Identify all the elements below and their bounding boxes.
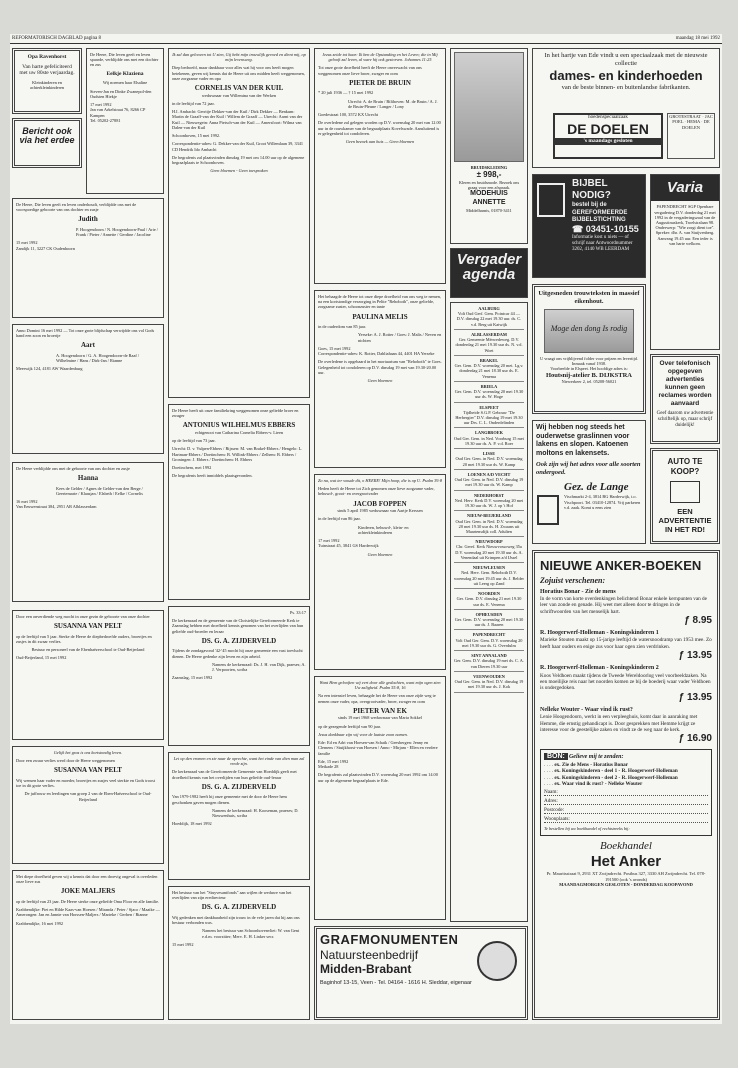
zuid2-date: Hoeddijk, 18 mei 1992: [172, 821, 212, 827]
bon-line[interactable]: . . . . ex. Koningskinderen - deel 2 - R. Hoogerwerf-Holleman: [544, 774, 678, 781]
bon-footer: Te bestellen bij uw boekhandel of rechtstreeks bij:: [544, 826, 630, 832]
zuid1-date: Zaamslag, 15 mei 1992: [172, 675, 213, 681]
eelkje-name: Eelkje Klaziena: [106, 70, 144, 77]
agenda-title: Vergader agenda: [456, 251, 522, 283]
agenda-item: [454, 610, 524, 631]
lange-logo-icon: [537, 495, 559, 525]
joke-name: JOKE MALJERS: [60, 887, 116, 896]
auto-answer: EEN ADVERTENTIE IN HET RD!: [658, 506, 712, 534]
bijbel-logo-icon: [537, 183, 565, 217]
susanna2-intro: Door een zwaar verlies werd door de Heere weggenomen: [16, 758, 115, 764]
agenda-place: PAPENDRECHT: [472, 632, 506, 638]
melis-age: in de ouderdom van 85 jaar.: [318, 324, 366, 330]
vanek-intro: Na een intensief leven, behaagde het de Heere van onze zijde weg te nemen onze vader, opa, overgrootvader, broer, zwager en oom: [318, 693, 436, 704]
ad-bijbel-nodig: [532, 174, 646, 278]
melis-date: Goes, 15 mei 1992: [318, 345, 351, 351]
agenda-item: [454, 651, 524, 672]
agenda-text: Oud Ger. Gem. in Ned. Voorburg 15 mei 19.30 uur ds. A. P. v.d. Roer: [454, 435, 524, 446]
ad-gez-de-lange: [532, 420, 646, 544]
bruin-name: PIETER DE BRUIN: [349, 78, 411, 87]
zuid2-name: DS. G. A. ZIJDERVELD: [201, 782, 277, 791]
ad-grafmonumenten: [314, 926, 528, 1020]
melis-intro: Het behaagde de Heere tot onze diepe droefheid van ons weg te nemen, na een kortstondige verzorging in Pelite "Rehoboth", onze geliefde, zorgzame zuster, schoonzuster en tante: [318, 294, 442, 310]
page-header: [10, 34, 722, 44]
melis-corr: Correspondentie-adres: K. Rotter, Dahliahaan 44, 4401 HA Yerseke: [318, 351, 435, 357]
paper-name: REFORMATORISCH DAGBLAD pagina 8: [12, 36, 101, 41]
doelen-sub: van de beste binnen- en buitenlandse fabrikanten.: [561, 83, 691, 91]
agenda-place: ALBLASSERDAM: [471, 331, 507, 337]
zuid3-intro: Het bestuur van het "Stuyvesantfonds" aan wijlen de weduwe van het overlijden van zijn eredirecteur: [172, 890, 292, 901]
trouw-addr: Niewerkeer 2, tel. 05208-56021: [561, 379, 617, 385]
varia-body: PAPENDRECHT SGP Openbare vergadering D.V. donderdag 21 mei 1992 in de vergaderingszaal van de Augustinuskerk, Troelstralaan 98. Onderwerp: "Wie zorgt dient toe". Spreker: dhr. A. van Stuijvenberg. Aanvang 19.45 uur. Een ieder is van harte welkom.: [654, 204, 716, 246]
vanek-age: op de gezegende leeftijd van 90 jaar.: [318, 723, 381, 729]
agenda-place: OPHEUSDEN: [475, 611, 503, 617]
tel-body: Geef daarom uw advertentie schriftelijk op, maar schrijf duidelijk!: [656, 410, 714, 428]
anker-zojuist: Zojuist verschenen:: [540, 575, 606, 585]
bon-field[interactable]: Adres:: [544, 798, 708, 805]
bride-sub: Kleren en bruidsmode. Bezoek ons graag voor een afspraak.: [458, 179, 520, 191]
bon-fields: [544, 789, 708, 823]
eelkje-parents: Steven-Jan en Dinke Zwanepol-den Oudsten Hiekje: [90, 88, 152, 99]
susanna2-name: SUSANNA VAN PELT: [54, 766, 122, 775]
hanna-parents: Kees de Gelder / Agnes de Gelder-van den Berge / Geertemarie / Klaasjan / Elsbeth / Eelke / Cornelis: [56, 485, 143, 496]
agenda-place: NEDERHORST: [473, 492, 505, 498]
bon-line-text: ex. Koningskinderen - deel 1 - R. Hoogerwerf-Holleman: [554, 768, 678, 775]
aart-addr: Meerwijk 124, 4181 AW Waardenburg: [16, 366, 83, 372]
melis-name: PAULINA MELIS: [352, 312, 408, 321]
bruin-body: De overledene zal gelegen worden op D.V. woensdag 20 mei van 12.00 uur in de rouwkamer van de begraafplaats Kovelswade. Aansluitend is er gelegenheid tot condoleren.: [318, 120, 441, 136]
kuil-quote: Ik zal dan gelooven tot U zien, Gij hebt mijn trouwlijk gevoed en dient mij, op mijn levensweg.: [172, 52, 306, 63]
notice-aart: [12, 324, 164, 454]
bruin-flowers: Geen bezoek aan huis — Geen bloemen: [345, 139, 415, 145]
bride-price: ± 998,-: [476, 170, 502, 180]
agenda-item: [454, 330, 524, 356]
book-item: [540, 630, 712, 662]
kuil-sub: weduwnaar van Willemina van der Werken: [201, 92, 277, 98]
graf-addr: Baginhof 13-15, Veen - Tel. 04164 - 1616 H. Sleddar, eigenaar: [320, 980, 472, 987]
notice-ebbers: [168, 404, 310, 600]
agenda-place: LANGBROEK: [475, 430, 503, 436]
judith-addr: Zandijk 11, 3227 CK Oudenhoorn: [16, 245, 75, 251]
zuid1-body: Tijdens de zondagavond '42-'45 mocht hij onze gemeente een vast toevlucht dienen. De Heere gedenke zijn leven en zijn arbeid.: [172, 648, 303, 659]
bon-line[interactable]: . . . . ex. Koningskinderen - deel 1 - R. Hoogerwerf-Holleman: [544, 768, 678, 775]
vanek-addr: Meikade 28: [318, 764, 339, 770]
susanna1-sign: Bestuur en personeel van de Ebenhaëzerschool te Oud-Beijerland: [31, 647, 145, 653]
foppen-flowers: Geen bloemen: [367, 551, 393, 557]
notice-joke-maljers: [12, 870, 164, 1020]
kuil-age: in de leeftijd van 72 jaar.: [172, 100, 215, 106]
agenda-place: NIEUWDORP: [475, 539, 503, 545]
agenda-text: Oud Ger. Gem. in Ned. D.V. woensdag 20 mei 19.30 uur ds. W. Kamp: [455, 456, 523, 467]
vanek-quote: Want Hem gelooften wij eert door alle gedachten, want mijn ogen zien Uw zaligheid. Psalm 55:8, 16: [319, 680, 441, 691]
agenda-text: Oud Ger. Gem. in Ned. D.V. dinsdag 19 mei 19.30 uur ds. W. Kamp: [454, 477, 524, 488]
bruin-intro: Tot onze grote droefheid heeft de Heere onverwacht van ons weggenomen onze lieve broer, zwager en oom: [318, 65, 422, 76]
book-desc: Marieke Stouten maakt op 15-jarige leeftijd de watersnoodramp van 1953 mee. Zo heeft haar ouders en enige zus voor haar ogen zien verdrinken.: [540, 637, 712, 650]
doelen-map: GROTESTRAAT · JAC POEL · HEMA · DE DOELEN: [667, 113, 715, 159]
ebbers-family: Utrecht: D. v. Vulpen-Ebbers / Rijssen: M. van Brakel-Ebbers / Hengelo: L. Hartman-Ebbers / Doetinchem: B. Willink-Ebbers / Zelhem: B. Ebbers / Groningen: J. Ebbers / Doetinchem: H. Ebbers: [172, 446, 303, 462]
notice-jacob-foppen: [314, 474, 446, 670]
agenda-item: [454, 403, 524, 429]
anker-logo: [540, 840, 712, 888]
book-title: R. Hoogerwerf-Holleman - Koningskinderen 2: [540, 665, 659, 672]
eelkje-body: De Heere, Die leven geeft en leven spaarde, verblijdde ons met een dochter en zus: [90, 52, 159, 68]
anker-title: NIEUWE ANKER-BOEKEN: [540, 558, 702, 573]
book-desc: In de vorm van korte overdenkingen belichtend Bonar enkele kernpunten van de leer van zonde en genade. Hij weet met alleen door te dringen in de schriftwoorden van het menselijk hart.: [540, 595, 707, 615]
trouw-body: U vraagt ons vrijblijvend folder voor prijzen en levertijd. Inmaak vanaf 1938.: [540, 355, 638, 367]
vanek-date: Ede, 15 mei 1992: [318, 758, 349, 764]
vanek-family: Ede: Ed en Adri van Hoesen-van Schaik / Geesbergen: Jenny en Clemens / Stuijkhorst-van Hoesen / Anno - Mirjam - Ellen en verdere familie: [318, 740, 438, 756]
book-price: ƒ 13.95: [678, 650, 712, 662]
doelen-name: DE DOELEN: [567, 121, 649, 138]
agenda-item: [454, 356, 524, 382]
bruin-quote: Jezus zeide tot haar: Ik ben de Opstanding en het Leven; die in Mij gelooft zal leven, al ware hij ook gestorven. Johannes 11:25: [322, 52, 438, 63]
agenda-item: [454, 511, 524, 537]
agenda-place: NIEUWLEUSEN: [472, 565, 506, 571]
agenda-item: [454, 304, 524, 330]
bericht-text: Bericht ook via het erdee: [19, 126, 75, 146]
trouw-sign-photo: Moge den dong Is rodig: [544, 309, 634, 353]
zuid3-date: 15 mei 1992: [172, 941, 194, 947]
book-price: ƒ 16.90: [678, 733, 712, 745]
joke-place: Krabbendijke, 16 mei 1992: [16, 920, 64, 926]
agenda-text: Volt Oud Gerf. Gem. Pointcar 44 — D.V. dinsdag 22 mei 19.30 uur. ds. C. v.d. Berg uit Katwijk: [456, 311, 522, 327]
modehuis-addr: Middelharnis, 01870-3411: [466, 207, 512, 213]
susanna2-quote: Gelijk het gras is ons kortstondig leven.: [53, 750, 123, 755]
book-title: R. Hoogerwerf-Holleman - Koningskinderen 1: [540, 630, 659, 637]
susanna2-body: Wij wensen haar vader en moeder, broertjes en zusjes veel sterkte en Gods troost toe in dit grote verlies.: [16, 778, 156, 789]
zuid1-name: DS. G. A. ZIJDERVELD: [201, 636, 277, 645]
notice-zijderveld-3: [168, 886, 310, 1020]
agenda-item: [454, 491, 524, 512]
agenda-text: Ger. Gem. D.V. dinsdag 21 mei 19.30 uur ds. E. Venema: [456, 596, 522, 607]
agenda-item: [454, 563, 524, 589]
eelkje-addr: Jan van Arkelstraat 76, 8266 CP Kampen: [90, 107, 146, 118]
anker-addr: Pr. Mauritsstraat 9, 2931 XT Zwijndrecht. Postbus 327, 3330 AH Zwijndrecht. Tel. 078-191500 (ook 's avonds): [546, 871, 706, 882]
agenda-text: Ger. Gem. D.V. woensdag 20 mei 19.30 uur ds. J. Baaren: [454, 617, 524, 628]
melis-family: Yerseke: A. J. Rotter / Goes: J. Malis / Neven en nichten: [358, 332, 442, 343]
agenda-text: Ned. Herv. Kerk D.V. woensdag 20 mei 19.30 uur ds. W. J. op 't Hof: [454, 497, 524, 509]
bride-label: BRUIDSKLEDING: [470, 165, 508, 170]
foppen-date: 17 mei 1992: [318, 538, 340, 544]
vanek-quote2: Jezus dankbaar zijn wij voor de laatste zoon namen.: [318, 731, 408, 737]
bijbel-title: BIJBEL NODIG?: [572, 178, 611, 202]
zuid1-sign: Namens de kerkenraad: Ds. J. H. van Dijk, praeses; A. J. Verpoorten, scriba: [212, 661, 306, 673]
zuid2-quote: Let op den vromen en zie naar de oprechte, want het einde van dien man zal vrede zijn.: [173, 756, 305, 767]
agenda-item: [454, 428, 524, 449]
ebbers-intro: De Heere heeft uit onze familiekring weggenomen onze geliefde broer en zwager: [172, 408, 299, 419]
notice-paulina-melis: [314, 290, 446, 468]
agenda-place: ELSPEET: [479, 404, 499, 410]
ad-modehuis-annette: [450, 48, 528, 244]
agenda-place: SINT ANNALAND: [471, 653, 507, 659]
modehuis-name: MODEHUIS ANNETTE: [470, 190, 508, 206]
ad-bericht-erdee: [12, 118, 82, 168]
doelen-tag: 's maandags gesloten: [555, 138, 661, 145]
bon-line-text: ex. Koningskinderen - deel 2 - R. Hoogerwerf-Holleman: [554, 774, 678, 781]
notice-eelkje: [86, 48, 164, 194]
agenda-place: NIEUW-BEIJERLAND: [466, 513, 511, 519]
bijbel-body: bestel bij de GEREFORMEERDE BIJBELSTICHTING: [572, 202, 628, 223]
bon-lines: [544, 762, 708, 787]
trouw-shop-a: Voorbeelde in Elspeet. Het hoofdige adres is:: [550, 366, 628, 372]
bruin-addr: Goedestraat 100, 3572 KX Utrecht: [318, 112, 379, 118]
notice-susanna-2: [12, 746, 164, 864]
aart-intro: Anno Domini 16 mei 1992 — Tot onze grote blijdschap verwijdde ons vol Gods hand een zoon en broertje: [16, 328, 155, 339]
agenda-text: Volt Oud Ger. Gem. D.V. woensdag 20 mei 19.30 uur ds. G. Overdulm: [455, 637, 523, 648]
agenda-text: Oud Ger. Gem. in Ned. D.V. woensdag 20 mei 19.30 uur ds. H. Zwaans uit Maartensdijk coll. Adulten: [455, 518, 523, 534]
agenda-item: [454, 470, 524, 491]
vanek-funeral: De begrafenis zal plaatsvinden D.V. woensdag 20 mei 1992 om 14.00 uur op de algemene begraafplaats te Ede.: [318, 772, 438, 783]
eelkje-date: 17 mei 1992: [90, 102, 112, 108]
agenda-text: Ger. Gem. D.V. dinsdag 19 mei ds. C. A. van Dieren 19.30 uur: [454, 658, 524, 669]
bijbel-sub: Informatie kost u niets — of schrijf naar Antwoordnummer 3202, 4140 WB LEERDAM: [572, 235, 633, 253]
notice-zijderveld-2: [168, 752, 310, 880]
agenda-place: NOORDEN: [478, 591, 500, 597]
melis-flowers: Geen bloemen: [367, 378, 393, 384]
agenda-text: Oud Ger. Gem. in Ned. D.V. dinsdag 19 mei 19.30 uur ds. J. Kok: [454, 679, 524, 690]
zuid2-sign: Namens de kerkenraad: H. Kooseman, praeses; D. Nieuwenhuis, scriba: [212, 807, 299, 819]
susanna1-place: Oud-Beijerland, 15 mei 1992: [16, 655, 67, 661]
susanna1-name: SUSANNA VAN PELT: [54, 622, 122, 631]
book-desc: Lenie Hoogendoorn, werkt in een verpleeghuis, komt daar in aanraking met Hemme, die ernstig gehandicapt is. Door gesprekken met Hemme krijgt ze interesse voor de geestelijke zaken en vindt ze de weg naar de kerk.: [540, 714, 698, 733]
agenda-item: [454, 589, 524, 610]
car-icon: [670, 481, 700, 503]
agenda-place: LOENEN A/D VECHT: [467, 471, 511, 477]
doelen-logo: [553, 113, 663, 159]
lange-title: Wij hebben nog steeds het ouderwetse graslinnen voor lakens en slopen. Katoenen moltons en lakensets.: [536, 424, 630, 457]
ebbers-funeral: De begrafenis heeft inmiddels plaatsgevonden.: [172, 473, 253, 479]
bon-title: BON:: [544, 753, 568, 760]
ebbers-name: ANTONIUS WILHELMUS EBBERS: [182, 421, 296, 430]
agenda-place: AALBURG: [478, 306, 500, 311]
notice-cornelis-van-der-kuil: [168, 48, 310, 398]
varia-title: Varia: [651, 175, 719, 201]
foppen-age: in de leeftijd van 86 jaar.: [318, 516, 361, 522]
agenda-place: BRIELA: [480, 383, 498, 389]
book-item: [540, 665, 712, 704]
hanna-date: 16 mei 1992: [16, 499, 38, 505]
graf-line1: GRAFMONUMENTEN: [320, 932, 459, 947]
agenda-list: [450, 302, 528, 922]
eelkje-sign: Wij noemen haar Elsaline: [102, 80, 148, 86]
eelkje-tel: Tel. 05202-27881: [90, 117, 121, 123]
zuid1-quote: Ps. 33:17: [290, 610, 306, 615]
agenda-text: Chr. Geref. Kerk Nieuwvossoweg 35a D.V. woensdag 20 mei 19.30 uur ds. A. Venendaal uit Krimpen a/d IJssel: [455, 544, 523, 560]
foppen-sub: sinds 5 april 1985 weduwnaar van Aartje Kerssen: [337, 508, 423, 514]
foppen-family: Kinderen, behuwd-, klein- en achterkleinkinderen: [358, 524, 409, 535]
zuid1-intro: De kerkenraad en de gemeente van de Christelijke Gereformeerde Kerk te Zaamslag hebben met droefheid kennis genomen van het overlijden van hun geliefde oud-broeder en leraar: [172, 618, 304, 634]
bon-line-text: ex. Zie de Mens - Horatius Bonar: [554, 761, 629, 768]
kuil-corr: Correspondentie-adres: G. Dekker-van der Kuil, Groot Willemlaan 39, 3341 CD Hendrik Ido Ambacht: [172, 141, 304, 152]
notice-hanna: [12, 462, 164, 602]
notice-pieter-van-ek: [314, 676, 446, 920]
ravenhorst-title: Opa Ravenhorst: [27, 54, 67, 60]
agenda-text: Ger. Gemeente Mérwedeweg. D.V. donderdag 21 mei 19.30 uur ds. N. v.d. Woet: [455, 337, 523, 353]
kuil-funeral: De begrafenis zal plaatsvinden dinsdag 19 mei om 14.00 uur op de algemene begraafplaats te Schoonhoven.: [172, 154, 305, 166]
judith-intro: De Heere, Die leven geeft en leven onderhoudt, verblijdde ons met de voorspoedige geboorte van ons dochter en zusje: [16, 202, 137, 213]
paper-date: maandag 18 mei 1992: [675, 36, 720, 41]
tel-title: Over telefonisch opgegeven advertenties kunnen geen reclames worden aanvaard: [658, 360, 712, 407]
book-price: ƒ 13.95: [678, 691, 712, 703]
kuil-date: Schoonhoven, 15 mei 1992.: [172, 133, 221, 139]
trouw-title: Uitgesneden trouwteksten in massief eikenhout.: [538, 290, 640, 305]
foppen-addr: Tuinstraat 45, 3841 GS Harderwijk: [318, 543, 379, 549]
doelen-shop: hoedenspeciaalzaak: [588, 115, 628, 120]
notice-zijderveld-1: [168, 606, 310, 746]
aart-name: Aart: [81, 341, 95, 350]
ad-anker-boeken: [532, 550, 720, 1020]
vanek-sub: sinds 19 mei 1968 weduwnaar van Maria Sokkel: [338, 715, 422, 721]
joke-intro: Met diepe droefheid geven wij u kennis dat door een droevig ongeval is overleden onze lieve zus: [16, 874, 158, 885]
bijbel-tel: ☎ 03451-10155: [572, 224, 639, 235]
agenda-text: Tijdheide S.G.P. Gebouw "De Herbergier" D.V. dinsdag 19 mei 19.30 uur Drs. C. L. Onderdelinden: [455, 409, 523, 426]
trouw-shop: Houtsnij-atelier B. DIJKSTRA: [545, 371, 632, 379]
zuid2-intro: De kerkenraad van de Gereformeerde Gemeente van Hoeddijk geeft met droefheid kennis van het overlijden van hun geliefde oud-leraar: [172, 769, 297, 780]
agenda-item: [454, 537, 524, 563]
zuid3-body: Wij gedenken met dankbaarheid zijn trouw in de vele jaren dat hij aan ons bestuur verbonden was.: [172, 915, 300, 926]
bon-sub: Gelieve mij te zenden:: [568, 754, 624, 761]
zuid2-body: Van 1979-1982 heeft hij onze gemeente met de door de Heere hem geschonken gaven mogen dienen.: [172, 794, 287, 805]
book-desc: Koos Veldhoen maakt tijdens de Tweede Wereldoorlog veel voorbeeldzaken. Na een moeilijke reis naar het noorden komen ze bij de boederij waar vader Veldhoen is ondergedoken.: [540, 672, 711, 692]
agenda-text: Ned. Herv. Gem. Rehoboth D.V. woensdag 20 mei 19.45 uur ds. J. Belder uit Leerg op Zand: [454, 570, 524, 586]
anker-logo-a: Boekhandel: [600, 839, 652, 852]
bon-line[interactable]: . . . . ex. Waar vind ik rust? - Nelleke Wouter: [544, 780, 643, 787]
book-item: [540, 589, 712, 628]
ravenhorst-sign: Kleinkinderen en achterkleinkinderen: [29, 80, 65, 91]
foppen-name: JACOB FOPPEN: [353, 499, 407, 508]
ad-auto-te-koop: [650, 448, 720, 544]
ad-de-doelen: [532, 48, 720, 168]
graf-logo-icon: [477, 941, 517, 981]
hanna-name: Hanna: [77, 474, 99, 483]
foppen-intro: Heden heeft de Heere tot Zich genomen onze lieve zorgzame vader, behuwd-, groot- en overgrootvader: [318, 486, 435, 497]
lange-sub: Ook zijn wij het adres voor alle soorten ondergoed.: [536, 461, 641, 477]
agenda-place: VEENWOUDEN: [473, 673, 505, 679]
zuid3-name: DS. G. A. ZIJDERVELD: [201, 903, 277, 912]
zuid3-sign: Namens het bestuur van Schoonhovenvliet: W. van Gent e.d.m. voorzitter; Merv. E. H. Linker secr.: [202, 928, 300, 939]
aart-parents: A. Hoogendoorn / G. A. Hoogendoorn-de Raaf / Wilhelmine / Hans / Dirk-Jan / Rianne: [56, 353, 140, 364]
kuil-family: H.I. Ambacht: Gerritje Dekker-van der Kuil / Dirk Dekker — Benkum: Martin de Graaff-van der Kuil / Willem de Graaff — Utrecht: Aarnt van der Kuil — Nieuwegein: Anna Pietsch-van der Kuil — Amersfoort: Wilma van Dalen-van der Kuil: [172, 109, 303, 130]
judith-parents: P. Hoogendoorn / N. Hoogendoorn-Paul / Arie / Frank / Pieter / Annette / Gerdine / Jacoline: [76, 227, 158, 238]
bride-photo: [454, 52, 524, 162]
doelen-big: dames- en kinderhoeden: [549, 67, 703, 83]
bon-line[interactable]: . . . . ex. Zie de Mens - Horatius Bonar: [544, 761, 629, 768]
agenda-place: BRAKEL: [479, 357, 499, 363]
bruin-family: Utrecht: A. de Bruin / Bilthoven: M. de Bruin / A. J. de Bruin-Pleune / Langer / Lony: [348, 98, 438, 109]
notice-pieter-de-bruin: [314, 48, 446, 284]
bruin-dates: * 20 juli 1936 — † 15 mei 1992: [318, 90, 374, 96]
ravenhorst-body: Van harte gefeliciteerd met uw 80ste verjaardag.: [19, 63, 75, 77]
susanna1-intro: Door een onverdiende weg mocht in onze gezin de geboorte van onze dochter: [16, 614, 150, 619]
agenda-item: [454, 672, 524, 693]
bon-line-text: ex. Waar vind ik rust? - Nelleke Wouter: [554, 780, 643, 787]
bon-field[interactable]: Postcode:: [544, 807, 708, 814]
agenda-item: [454, 449, 524, 470]
anker-closed: MAANDAGMORGEN GESLOTEN - DONDERDAG KOOPAVOND: [559, 882, 693, 888]
joke-family: Krabbendijke: Piet en Hilde Kaas-van Hoesen / Miranda / Peter / Sjaco / Maaike — Amerongen: Jan en Jannie van Horssen-Maljers / Marieke / Gerben / Rianne: [16, 907, 160, 918]
book-item: [540, 707, 712, 746]
anker-logo-b: Het Anker: [590, 852, 662, 870]
agenda-place: LISSE: [482, 451, 496, 457]
ad-varia: [650, 174, 720, 350]
judith-name: Judith: [78, 215, 98, 224]
ad-opa-ravenhorst: [12, 48, 82, 114]
bon-field[interactable]: Woonplaats:: [544, 816, 708, 823]
agenda-header: [450, 248, 528, 298]
melis-body: De overledene is opgebaard in het mortuarium van "Rehoboth" te Goes. Gelegenheid tot condoleren op D.V. dinsdag 19 mei van 19.30-20.00 uur.: [318, 359, 442, 375]
book-price: ƒ 8.95: [684, 614, 712, 626]
book-list: [540, 589, 712, 746]
hanna-addr: Van Eeuwenstraat 384, 2951 AR Alblasserdam: [16, 504, 97, 510]
joke-body: op de leeftijd van 23 jaar. De Heere sterke onze geliefde Oma Floor en alle familie.: [16, 899, 160, 904]
kuil-name: CORNELIS VAN DER KUIL: [194, 84, 284, 93]
notice-susanna-1: [12, 610, 164, 740]
susanna2-sign: De juffrouw en leerlingen van groep 2 van de Eben-Haëzerschool te Oud-Beijerland: [24, 791, 152, 802]
graf-line2: Natuursteenbedrijf: [320, 947, 419, 962]
ebbers-date: Doetinchem, mei 1992: [172, 465, 212, 471]
lange-addr: Vischmarkt 2-4, 3814 BG Harderwijk, t.o. Vischpoort. Tel. 03410-12874. Vrij parkeren v.d. zaak. Komt u eens zien: [564, 494, 641, 510]
kuil-no-visit: Geen bloemen - Geen toespraken: [210, 168, 268, 174]
bon-field[interactable]: Naam:: [544, 789, 708, 796]
ebbers-sub: echtgenoot van Catharina Cornelia Ebbers-v. Lieen: [194, 430, 283, 435]
foppen-quote: Zo na, wat ter woude dit, o HEERE! Mijn hoop, die is op U. Psalm 39:8: [318, 478, 443, 483]
susanna1-body: op de leeftijd van 5 jaar. Sterke de Heere de diepbedroefde ouders, broertjes en zusjes in dit zwaar verlies.: [16, 633, 152, 644]
judith-date: 15 mei 1992: [16, 240, 38, 246]
auto-question: AUTO TE KOOP?: [667, 457, 703, 476]
graf-line3: Midden-Brabant: [320, 962, 412, 977]
ebbers-age: op de leeftijd van 73 jaar.: [172, 438, 216, 444]
notice-judith: [12, 198, 164, 318]
lange-name: Gez. de Lange: [564, 480, 629, 493]
agenda-item: [454, 382, 524, 403]
agenda-text: Ger. Gem. D.V. woensdag 20 mei. Lg.v. donderdag 21 mei 18.30 uur ds. E. Venema: [454, 363, 524, 379]
hanna-intro: De Heere verblijdde ons met de geboorte van ons dochter en zusje: [16, 466, 130, 471]
ad-trouwteksten: [532, 284, 646, 414]
doelen-intro: In het hartje van Ede vindt u een speciaalzaak met de nieuwste collectie: [544, 52, 708, 67]
agenda-text: Ger. Gem. D.V. woensdag 20 mei 19.30 uur ds. W. Hoge: [454, 389, 524, 400]
vanek-name: PIETER VAN EK: [353, 706, 407, 715]
newspaper-page: [10, 34, 722, 1024]
ad-telefonisch: [650, 354, 720, 444]
book-title: Horatius Bonar - Zie de mens: [540, 588, 616, 595]
agenda-item: [454, 630, 524, 651]
kuil-intro: Diep bedroefd, maar dankbaar voor alles wat hij voor ons heeft mogen betekenen, geven wij kennis dat de Heere uit ons midden heeft weggenomen, onze zorgzame vader en opa: [172, 65, 305, 81]
order-coupon[interactable]: [540, 749, 712, 835]
book-title: Nelleke Wouter - Waar vind ik rust?: [540, 706, 633, 713]
